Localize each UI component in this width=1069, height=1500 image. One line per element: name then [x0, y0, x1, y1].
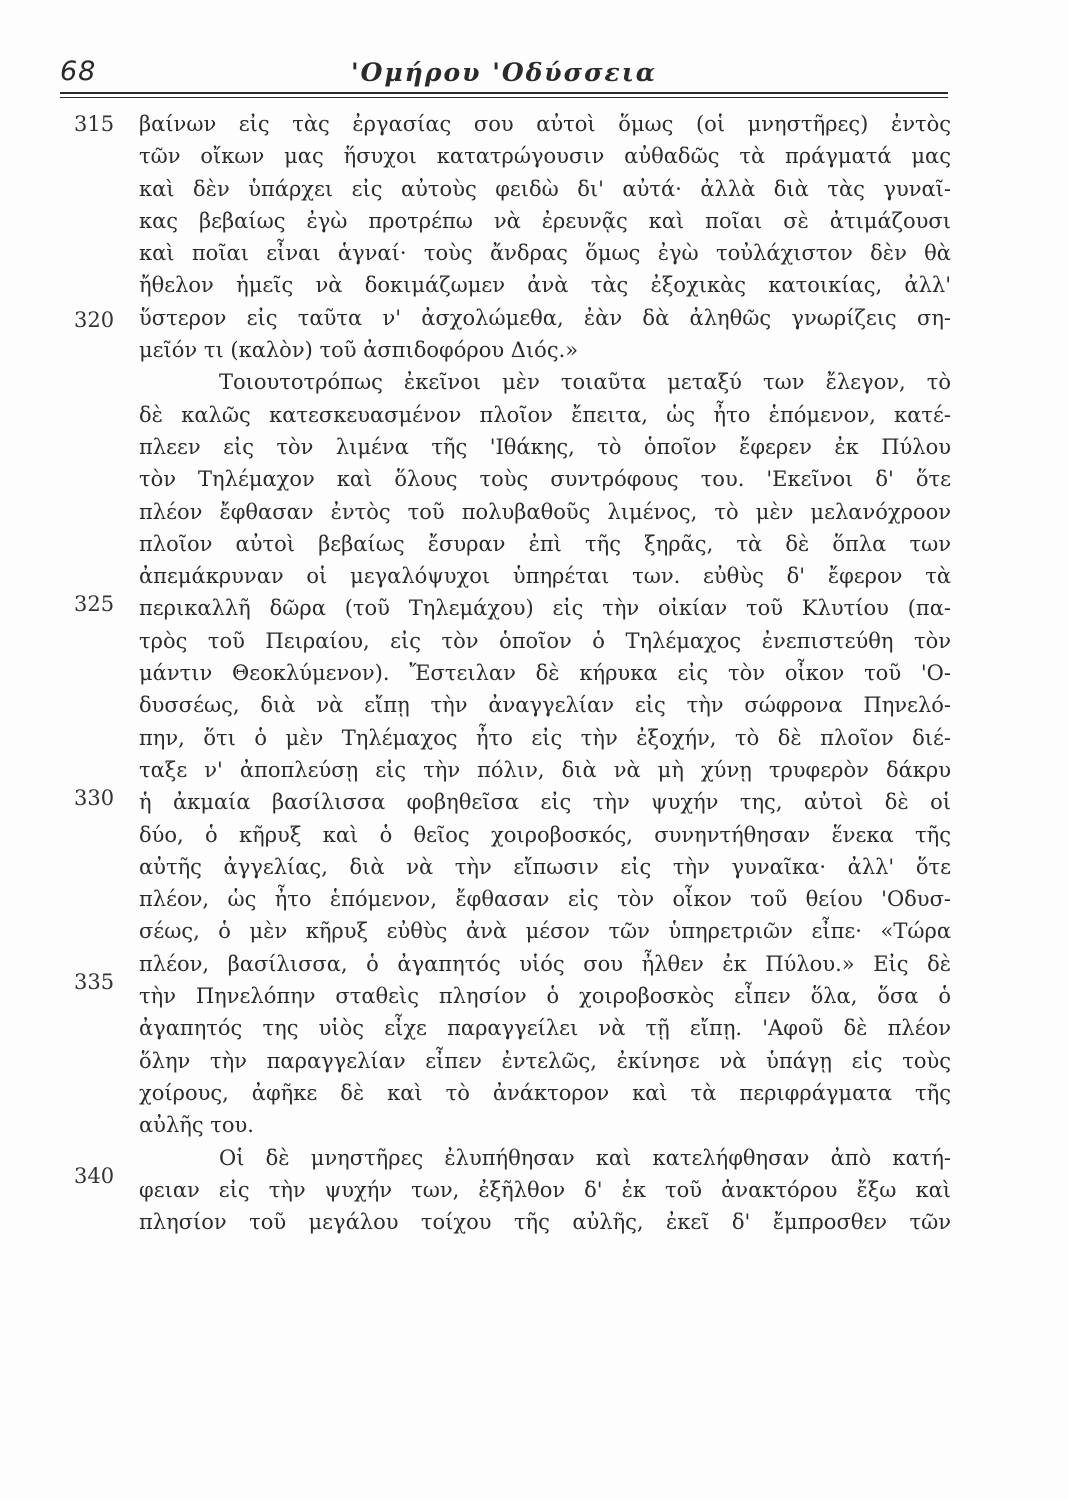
text-line: σέως, ὁ μὲν κῆρυξ εὐθὺς ἀνὰ μέσον τῶν ὑπηρετριῶν εἶπε· «Τώρα: [139, 919, 951, 944]
text-line: μεῖόν τι (καλὸν) τοῦ ἀσπιδοφόρου Διός.»: [139, 338, 579, 363]
text-line: τῶν οἴκων μας ἥσυχοι κατατρώγουσιν αὐθαδῶς τὰ πράγματά μας: [139, 144, 951, 169]
text-line: πλησίον τοῦ μεγάλου τοίχου τῆς αὐλῆς, ἐκεῖ δ' ἔμπροσθεν τῶν: [139, 1210, 951, 1235]
line-number: 335: [74, 970, 115, 994]
text-line: μάντιν Θεοκλύμενον). Ἔστειλαν δὲ κήρυκα εἰς τὸν οἶκον τοῦ 'Ο-: [139, 661, 951, 686]
header-rule: [60, 92, 948, 94]
text-line: δύο, ὁ κῆρυξ καὶ ὁ θεῖος χοιροβοσκός, συνηντήθησαν ἕνεκα τῆς: [139, 822, 951, 847]
text-line: φειαν εἰς τὴν ψυχήν των, ἐξῆλθον δ' ἐκ τοῦ ἀνακτόρου ἔξω καὶ: [139, 1177, 951, 1202]
text-line: τὴν Πηνελόπην σταθεὶς πλησίον ὁ χοιροβοσκὸς εἶπεν ὅλα, ὅσα ὁ: [139, 984, 951, 1009]
text-line: πλέον ἔφθασαν ἐντὸς τοῦ πολυβαθοῦς λιμένος, τὸ μὲν μελανόχροον: [139, 499, 951, 524]
line-number: 340: [74, 1164, 115, 1188]
line-number-margin: [74, 0, 134, 1500]
text-line: τρὸς τοῦ Πειραίου, εἰς τὸν ὁποῖον ὁ Τηλέμαχος ἐνεπιστεύθη τὸν: [139, 628, 951, 653]
text-line: βαίνων εἰς τὰς ἐργασίας σου αὐτοὶ ὅμως (οἱ μνηστῆρες) ἐντὸς: [139, 112, 951, 136]
text-line: πλέον, βασίλισσα, ὁ ἀγαπητός υἱός σου ἦλθεν ἐκ Πύλου.» Εἰς δὲ: [139, 951, 951, 976]
text-line: ἡ ἀκμαία βασίλισσα φοβηθεῖσα εἰς τὴν ψυχήν της, αὐτοὶ δὲ οἱ: [139, 790, 951, 815]
text-line: καὶ δὲν ὑπάρχει εἰς αὐτοὺς φειδὼ δι' αὐτά· ἀλλὰ διὰ τὰς γυναῖ-: [139, 176, 951, 201]
text-line: αὐλῆς του.: [139, 1113, 254, 1138]
page-number: 68: [60, 56, 97, 87]
body-text: [139, 108, 951, 1238]
text-line: πλεεν εἰς τὸν λιμένα τῆς 'Ιθάκης, τὸ ὁποῖον ἔφερεν ἐκ Πύλου: [139, 434, 951, 459]
line-number: 325: [74, 592, 115, 616]
text-line: δυσσέως, διὰ νὰ εἴπῃ τὴν ἀναγγελίαν εἰς τὴν σώφρονα Πηνελό-: [139, 693, 951, 718]
running-title: 'Ομήρου 'Οδύσσεια: [350, 58, 658, 87]
line-number: 330: [74, 786, 115, 810]
text-line: αὐτῆς ἀγγελίας, διὰ νὰ τὴν εἴπωσιν εἰς τὴν γυναῖκα· ἀλλ' ὅτε: [139, 854, 951, 879]
text-line: κας βεβαίως ἐγὼ προτρέπω νὰ ἐρευνᾷς καὶ ποῖαι σὲ ἀτιμάζουσι: [139, 208, 951, 233]
paragraph-start-line: Τοιουτοτρόπως ἐκεῖνοι μὲν τοιαῦτα μεταξύ των ἔλεγον, τὸ: [219, 370, 951, 395]
text-line: πλοῖον αὐτοὶ βεβαίως ἔσυραν ἐπὶ τῆς ξηρᾶς, τὰ δὲ ὅπλα των: [139, 531, 951, 556]
text-line: δὲ καλῶς κατεσκευασμένον πλοῖον ἔπειτα, ὡς ἦτο ἑπόμενον, κατέ-: [139, 402, 951, 427]
header-rule-thin: [60, 97, 948, 98]
text-line: καὶ ποῖαι εἶναι ἁγναί· τοὺς ἄνδρας ὅμως ἐγὼ τοὐλάχιστον δὲν θὰ: [139, 241, 951, 266]
line-number: 320: [74, 308, 115, 332]
text-line: ὅλην τὴν παραγγελίαν εἶπεν ἐντελῶς, ἐκίνησε νὰ ὑπάγῃ εἰς τοὺς: [139, 1048, 951, 1073]
text-line: πην, ὅτι ὁ μὲν Τηλέμαχος ἦτο εἰς τὴν ἐξοχήν, τὸ δὲ πλοῖον διέ-: [139, 725, 951, 750]
text-line: ἀπεμάκρυναν οἱ μεγαλόψυχοι ὑπηρέται των. εὐθὺς δ' ἔφερον τὰ: [139, 564, 951, 589]
text-line: πλέον, ὡς ἦτο ἑπόμενον, ἔφθασαν εἰς τὸν οἶκον τοῦ θείου 'Οδυσ-: [139, 887, 951, 912]
paragraph-start-line: Οἱ δὲ μνηστῆρες ἐλυπήθησαν καὶ κατελήφθησαν ἀπὸ κατή-: [219, 1145, 951, 1170]
text-line: ταξε ν' ἀποπλεύσῃ εἰς τὴν πόλιν, διὰ νὰ μὴ χύνῃ τρυφερὸν δάκρυ: [139, 757, 951, 782]
text-line: ἤθελον ἡμεῖς νὰ δοκιμάζωμεν ἀνὰ τὰς ἐξοχικὰς κατοικίας, ἀλλ': [139, 273, 951, 298]
text-line: τὸν Τηλέμαχον καὶ ὅλους τοὺς συντρόφους του. 'Εκεῖνοι δ' ὅτε: [139, 467, 951, 492]
text-line: χοίρους, ἀφῆκε δὲ καὶ τὸ ἀνάκτορον καὶ τὰ περιφράγματα τῆς: [139, 1080, 951, 1105]
text-line: ἀγαπητός της υἱὸς εἶχε παραγγείλει νὰ τῇ εἴπῃ. 'Αφοῦ δὲ πλέον: [139, 1016, 951, 1041]
page-header: [60, 56, 948, 92]
line-number: 315: [74, 112, 115, 136]
text-line: περικαλλῆ δῶρα (τοῦ Τηλεμάχου) εἰς τὴν οἰκίαν τοῦ Κλυτίου (πα-: [139, 596, 951, 621]
text-line: ὕστερον εἰς ταῦτα ν' ἀσχολώμεθα, ἐὰν δὰ ἀληθῶς γνωρίζεις ση-: [139, 305, 951, 330]
